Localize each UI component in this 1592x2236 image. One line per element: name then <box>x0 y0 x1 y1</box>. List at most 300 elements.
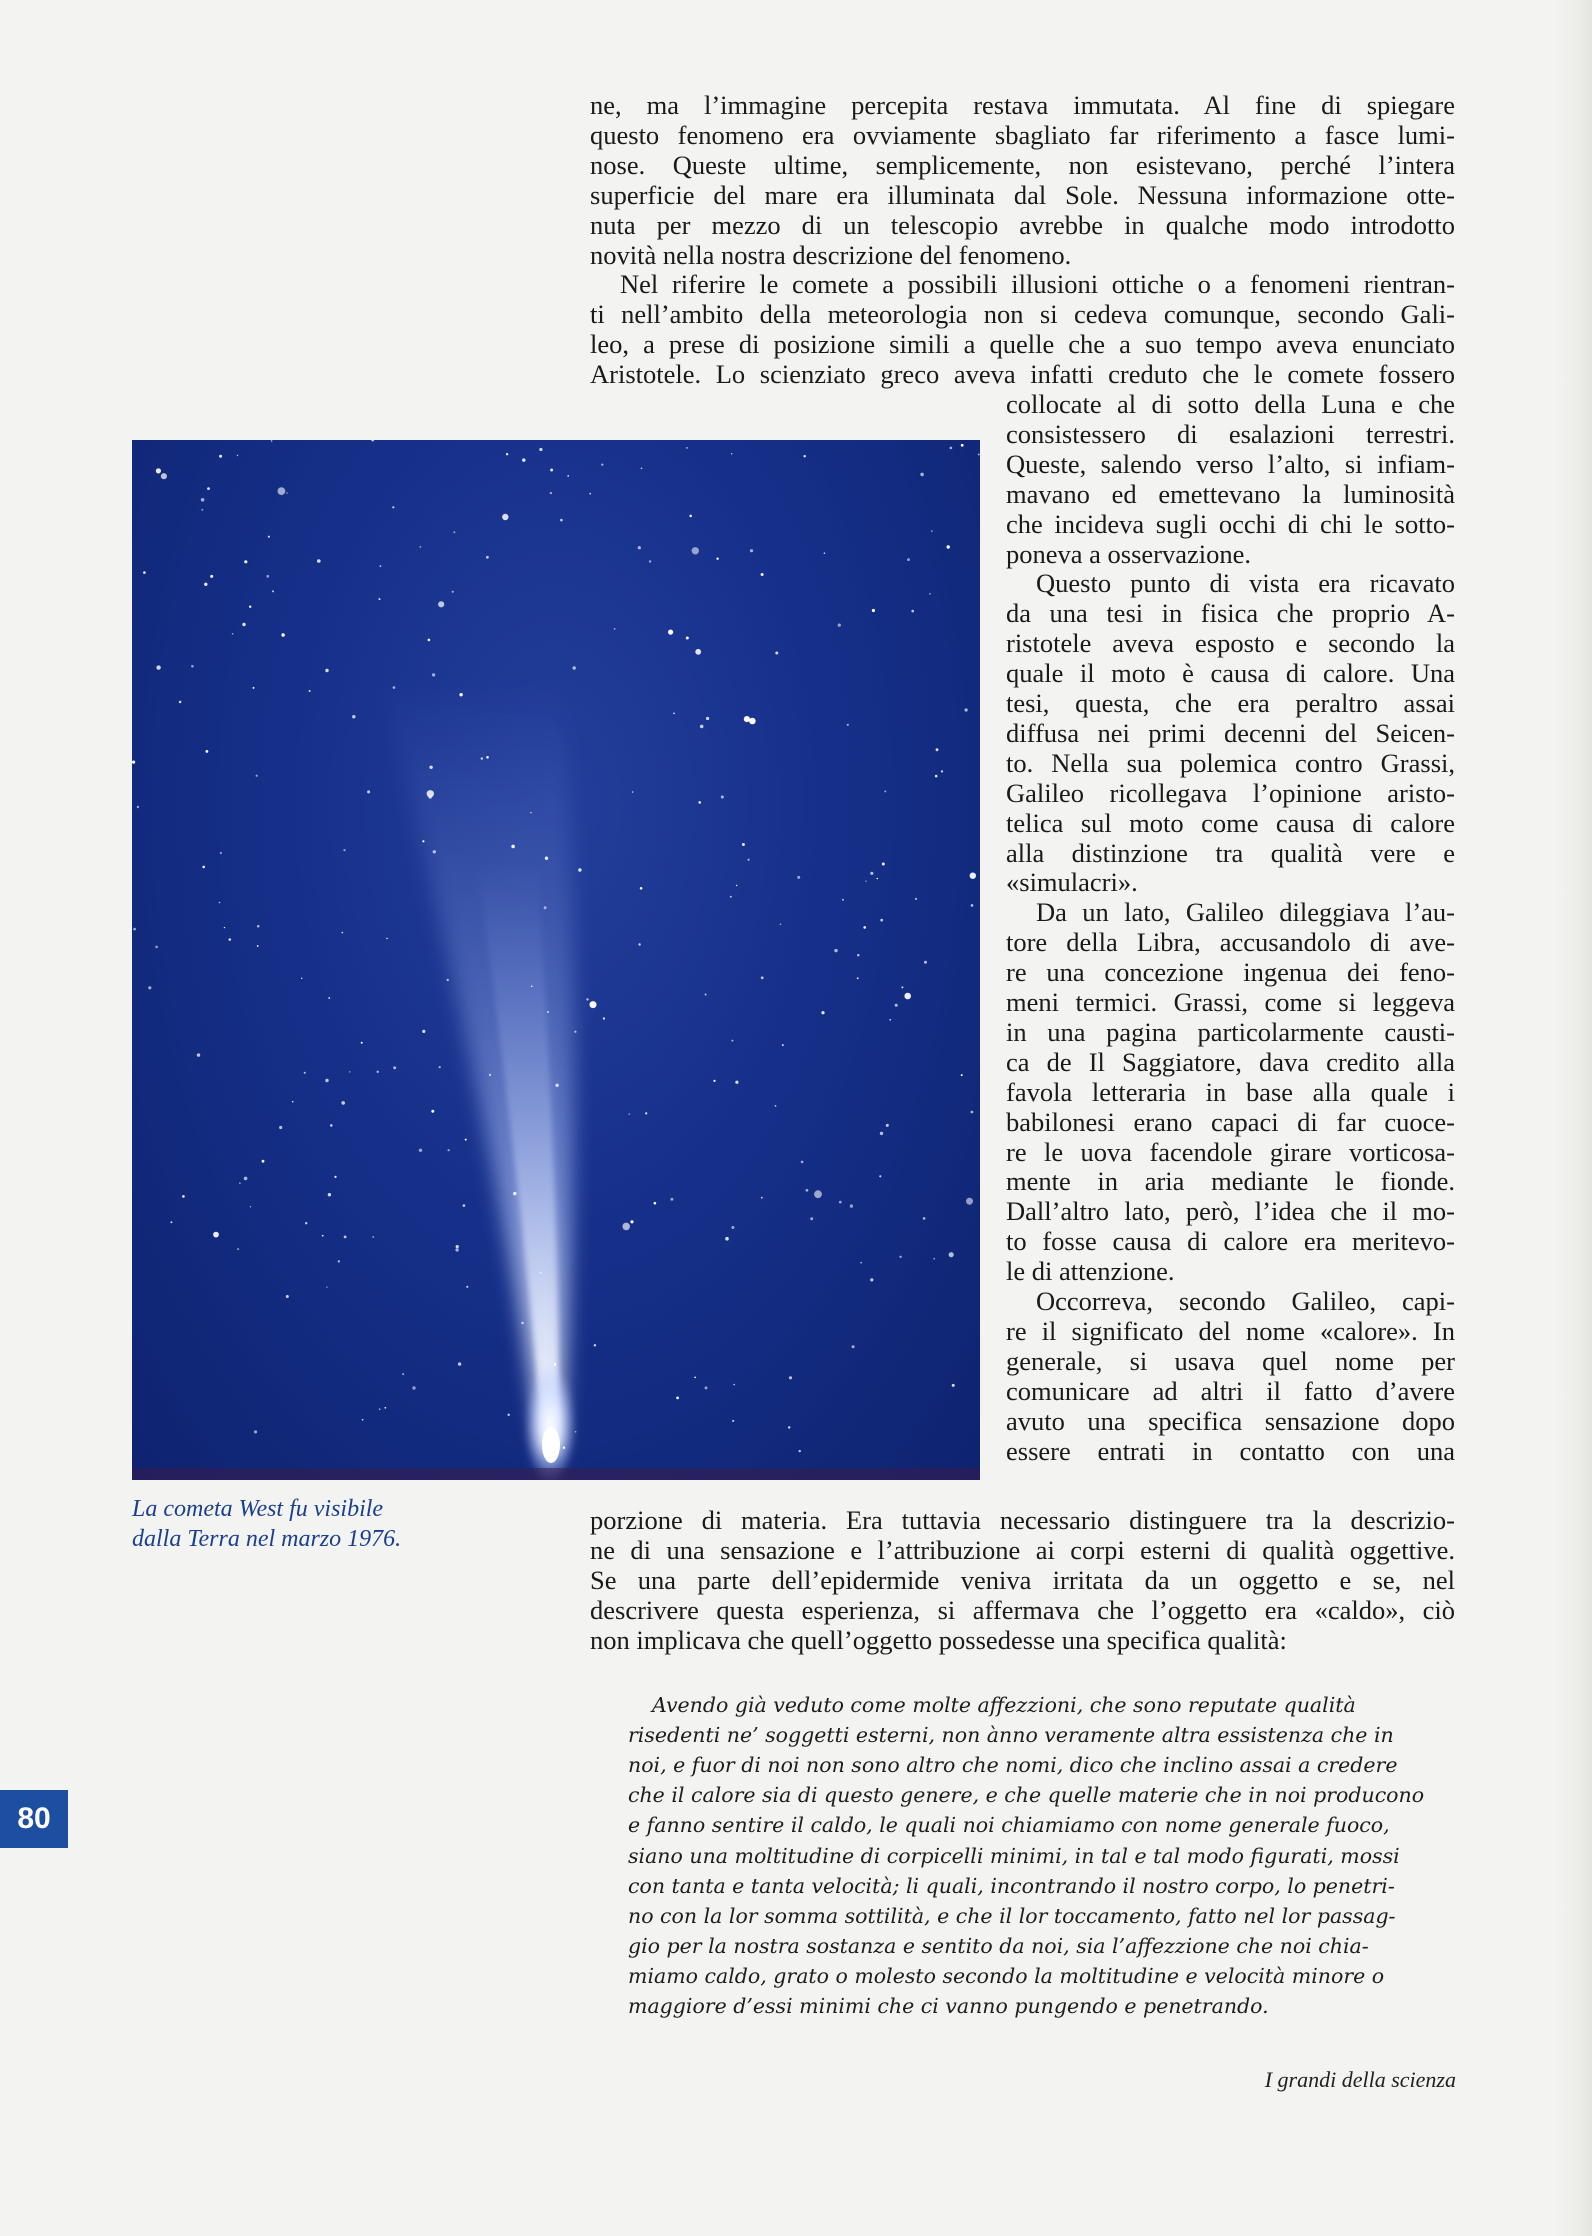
caption-line-1: La cometa West fu visibile <box>132 1496 384 1522</box>
star <box>970 873 976 879</box>
star <box>924 961 927 964</box>
star <box>155 946 158 949</box>
column-text-line: essere entrati in contatto con una <box>1006 1436 1455 1466</box>
star <box>721 796 724 799</box>
star <box>156 468 161 473</box>
star <box>239 1182 240 1183</box>
star <box>775 652 778 655</box>
star <box>614 628 616 630</box>
star <box>877 878 879 880</box>
star <box>801 1161 804 1164</box>
star <box>601 464 603 466</box>
star <box>761 976 764 979</box>
star <box>204 583 207 586</box>
star <box>508 1414 510 1416</box>
star <box>341 1101 345 1105</box>
star <box>550 492 552 494</box>
running-footer: I grandi della scienza <box>1264 2067 1456 2092</box>
star <box>402 1373 404 1375</box>
column-text-line: favola letteraria in base alla quale i <box>1006 1077 1455 1107</box>
star <box>695 649 701 655</box>
comet-tail <box>382 680 573 1450</box>
star <box>429 766 432 769</box>
top-text-line: nose. Queste ultime, semplicemente, non esistevano, perché l’intera <box>590 150 1455 180</box>
star <box>317 559 321 563</box>
star <box>481 757 483 759</box>
star <box>586 998 588 1000</box>
star <box>328 997 330 999</box>
star <box>201 498 205 502</box>
star <box>882 863 885 866</box>
star <box>544 906 547 909</box>
star <box>244 1177 248 1181</box>
star <box>384 1407 386 1409</box>
star <box>744 716 750 722</box>
star <box>978 454 980 456</box>
star <box>567 475 569 477</box>
star <box>330 1124 333 1127</box>
star <box>486 556 489 559</box>
star <box>965 708 968 711</box>
star <box>380 565 382 567</box>
star <box>713 1080 715 1082</box>
star <box>179 701 182 704</box>
star <box>325 1079 328 1082</box>
star <box>511 845 515 849</box>
star <box>638 943 640 945</box>
star <box>670 1198 673 1201</box>
comet-photo <box>132 440 980 1480</box>
star <box>654 1202 657 1205</box>
star <box>915 898 917 900</box>
star <box>220 852 222 854</box>
star <box>137 806 139 808</box>
star <box>857 977 859 979</box>
star <box>742 843 745 846</box>
star <box>309 690 311 692</box>
top-text-line: nuta per mezzo di un telescopio avrebbe in qualche modo introdotto <box>590 210 1455 240</box>
star <box>232 633 234 635</box>
star <box>304 1072 306 1074</box>
star <box>961 444 964 447</box>
star <box>257 925 260 928</box>
star <box>863 926 866 929</box>
star <box>361 1042 363 1044</box>
star <box>732 1420 734 1422</box>
star <box>904 993 911 1000</box>
star <box>575 1431 577 1433</box>
column-text-line: «simulacri». <box>1006 868 1138 898</box>
column-text-line: meni termici. Grassi, come si leggeva <box>1006 988 1455 1017</box>
star <box>237 455 238 456</box>
star <box>865 881 866 882</box>
star <box>563 1447 565 1449</box>
star <box>810 1217 813 1220</box>
star <box>971 904 974 907</box>
star <box>362 1419 364 1421</box>
photo-caption <box>132 1494 552 1554</box>
star <box>506 453 508 455</box>
star <box>197 1053 200 1056</box>
star <box>870 1278 873 1281</box>
star <box>438 601 444 607</box>
bottom-text-line: non implicava che quell’oggetto possedesse una specifica qualità: <box>590 1625 1287 1655</box>
star <box>749 718 756 725</box>
star <box>789 1376 792 1379</box>
star <box>213 1232 219 1238</box>
column-text-line: tore della Libra, accusandolo di ave- <box>1006 928 1455 958</box>
quote-line: miamo caldo, grato o molesto secondo la moltitudine e velocità minore o <box>628 1963 1385 1988</box>
star <box>630 1220 633 1223</box>
star <box>305 1222 307 1224</box>
column-text-line: Da un lato, Galileo dileggiava l’au- <box>1036 898 1455 928</box>
star <box>322 1235 324 1237</box>
top-text-line: ne, ma l’immagine percepita restava immutata. Al fine di spiegare <box>590 91 1455 120</box>
star <box>834 949 837 952</box>
star <box>750 549 753 552</box>
star <box>271 440 273 442</box>
star <box>629 1113 631 1115</box>
star <box>947 545 950 548</box>
star <box>788 1426 790 1428</box>
star <box>775 1105 777 1107</box>
star <box>191 665 194 668</box>
quote-line: con tanta e tanta velocità; li quali, incontrando il nostro corpo, lo penetri- <box>628 1873 1395 1898</box>
star <box>799 1450 801 1452</box>
star <box>780 924 782 926</box>
star <box>814 1190 822 1198</box>
column-text-line: mente in aria mediante le fionde. <box>1006 1167 1455 1197</box>
star <box>367 790 370 793</box>
star <box>949 1252 954 1257</box>
column-text-line: Queste, salendo verso l’alto, si infiam- <box>1006 449 1455 479</box>
star <box>386 938 388 940</box>
star <box>540 1272 542 1274</box>
star <box>292 1101 294 1103</box>
star <box>229 938 232 941</box>
star <box>804 455 806 457</box>
star <box>838 624 841 627</box>
star <box>931 530 933 532</box>
star <box>673 713 675 715</box>
star <box>880 1132 883 1135</box>
star <box>842 899 844 901</box>
star <box>545 857 548 860</box>
column-text-line: Questo punto di vista era ricavato <box>1036 569 1455 599</box>
star <box>522 458 525 461</box>
star <box>555 1084 558 1087</box>
star <box>328 1193 331 1196</box>
caption-line-2: dalla Terra nel marzo 1976. <box>132 1526 402 1552</box>
column-text-line: ristotele aveva esposto e secondo la <box>1006 629 1455 659</box>
star <box>463 1204 466 1207</box>
top-text-line: Aristotele. Lo scienziato greco aveva infatti creduto che le comete fossero <box>590 360 1455 390</box>
star <box>433 850 436 853</box>
star <box>432 673 435 676</box>
star <box>694 1377 696 1379</box>
star <box>676 1397 679 1400</box>
column-text-line: da una tesi in fisica che proprio A- <box>1006 599 1455 629</box>
column-text-line: consistessero di esalazioni terrestri. <box>1006 419 1455 449</box>
star <box>731 1040 733 1042</box>
star <box>412 1386 415 1389</box>
star <box>901 986 903 988</box>
star <box>933 1258 935 1260</box>
column-text-line: diffusa nei primi decenni del Seicen- <box>1006 718 1455 748</box>
top-text-line: superficie del mare era illuminata dal Sole. Nessuna informazione otte- <box>590 180 1455 210</box>
quote-line: e fanno sentire il caldo, le quali noi chiamiamo con nome generale fuoco, <box>628 1813 1390 1838</box>
top-text-line: Nel riferire le comete a possibili illusioni ottiche o a fenomeni rientran- <box>620 270 1455 300</box>
star <box>170 1221 172 1223</box>
star <box>578 868 581 871</box>
star <box>513 1192 516 1195</box>
quote-line: risedenti ne’ soggetti esterni, non ànno veramente altra essistenza che in <box>628 1723 1394 1748</box>
star <box>941 770 943 772</box>
bottom-text-line: descrivere questa esperienza, si affermava che l’oggetto era «caldo», ciò <box>590 1595 1455 1625</box>
star <box>352 715 355 718</box>
star <box>531 986 533 988</box>
bottom-text-line: porzione di materia. Era tuttavia necessario distinguere tra la descrizio- <box>590 1506 1455 1535</box>
star <box>242 623 245 626</box>
star <box>886 1124 889 1127</box>
top-text-line: novità nella nostra descrizione del fenomeno. <box>590 240 1072 270</box>
star <box>705 1386 708 1389</box>
column-text-line: quale il moto è causa di calore. Una <box>1006 659 1455 689</box>
star <box>966 1198 973 1205</box>
column-text-line: mavano ed emettevano la luminosità <box>1006 479 1455 509</box>
star <box>338 1260 340 1262</box>
star <box>156 665 160 669</box>
column-text-line: re una concezione ingenua dei feno- <box>1006 958 1455 988</box>
column-text-line: to. Nella sua polemica contro Grassi, <box>1006 748 1455 778</box>
star <box>371 440 374 442</box>
star <box>419 1149 422 1152</box>
star <box>603 1017 605 1019</box>
star <box>824 552 826 554</box>
column-text-line: to fosse causa di calore era meritevo- <box>1006 1227 1455 1257</box>
star <box>638 546 641 549</box>
star <box>554 1363 556 1365</box>
star <box>821 1011 824 1014</box>
star <box>268 536 270 538</box>
star <box>343 849 345 851</box>
star <box>326 1287 327 1288</box>
star <box>700 725 704 729</box>
star <box>455 1248 458 1251</box>
column-text-line: avuto una specifica sensazione dopo <box>1006 1406 1455 1436</box>
column-text-line: re il significato del nome «calore». In <box>1006 1316 1455 1346</box>
column-text-line: Occorreva, secondo Galileo, capi- <box>1036 1287 1455 1316</box>
star <box>207 487 210 490</box>
column-text-line: babilonesi erano capaci di far cuoce- <box>1006 1107 1455 1137</box>
star <box>872 609 875 612</box>
star <box>645 1112 647 1114</box>
star <box>278 487 286 495</box>
star <box>447 979 449 981</box>
star <box>782 1044 784 1046</box>
star <box>698 801 701 804</box>
column-text-line: re le uova facendole girare vorticosa- <box>1006 1137 1455 1167</box>
quote-line: no con la lor somma sottilità, e che il lor toccamento, fatto nel lor passag- <box>628 1903 1396 1928</box>
star <box>950 447 953 450</box>
quote-line: Avendo già veduto come molte affezzioni, che sono reputate qualità <box>652 1693 1356 1717</box>
star <box>465 1139 467 1141</box>
star <box>911 610 914 613</box>
star <box>244 560 247 563</box>
star <box>879 1175 881 1177</box>
star <box>143 571 146 574</box>
star <box>907 558 910 561</box>
star <box>201 509 203 511</box>
star <box>262 1160 265 1163</box>
star <box>453 531 455 533</box>
star <box>393 1066 396 1069</box>
column-text-line: alla distinzione tra qualità vere e <box>1006 838 1455 868</box>
star <box>489 1074 491 1076</box>
star <box>202 866 205 869</box>
star <box>686 447 688 449</box>
star <box>422 840 424 842</box>
star <box>857 954 859 956</box>
star <box>161 473 167 479</box>
star <box>132 761 135 764</box>
star <box>594 1344 596 1346</box>
star <box>456 1245 459 1248</box>
star <box>797 876 800 879</box>
star <box>686 637 689 640</box>
top-text-line: ti nell’ambito della meteorologia non si cedeva comunque, secondo Gali- <box>590 300 1455 330</box>
star <box>590 1001 597 1008</box>
star <box>560 519 563 522</box>
star <box>419 546 421 548</box>
star <box>254 1430 257 1433</box>
page-edge <box>1556 0 1592 2236</box>
column-text-line: in una pagina particolarmente causti- <box>1006 1017 1455 1047</box>
column-text-line: tesi, questa, che era peraltro assai <box>1006 689 1455 718</box>
star <box>735 1081 738 1084</box>
comet-west-image <box>132 440 980 1480</box>
star <box>342 932 344 934</box>
page-number-badge: 80 <box>0 1790 68 1848</box>
star <box>539 448 542 451</box>
star <box>952 1384 955 1387</box>
star <box>731 1226 734 1229</box>
star <box>459 693 462 696</box>
star <box>272 590 274 592</box>
star <box>219 455 222 458</box>
star <box>961 1074 963 1076</box>
column-text-line: poneva a osservazione. <box>1006 539 1252 569</box>
bottom-text-line: Se una parte dell’epidermide veniva irritata da un oggetto e se, nel <box>590 1565 1455 1595</box>
star <box>452 591 454 593</box>
star <box>427 790 434 797</box>
star <box>334 1176 336 1178</box>
star <box>325 669 328 672</box>
star <box>733 1384 735 1386</box>
column-text-line: che incideva sugli occhi di chi le sotto- <box>1006 509 1455 539</box>
star <box>133 928 136 931</box>
star <box>182 1195 185 1198</box>
star <box>870 872 873 875</box>
star <box>301 978 302 979</box>
star <box>632 791 634 793</box>
star <box>705 994 707 996</box>
star <box>748 859 750 861</box>
star <box>530 812 532 814</box>
star <box>224 927 225 928</box>
star <box>377 1071 379 1073</box>
column-text-line: ca de Il Saggiatore, dava credito alla <box>1006 1047 1455 1077</box>
star <box>761 573 764 576</box>
star <box>860 1262 861 1263</box>
star <box>884 790 886 792</box>
star <box>839 1201 842 1204</box>
star <box>279 1126 282 1129</box>
star <box>502 514 508 520</box>
star <box>923 1217 926 1220</box>
star <box>852 1345 855 1348</box>
star <box>899 1256 901 1258</box>
top-text-line: questo fenomeno era ovviamente sbagliato far riferimento a fasce lumi- <box>590 120 1455 150</box>
star <box>929 593 931 595</box>
star <box>372 1236 374 1238</box>
star <box>706 717 709 720</box>
star <box>486 756 489 759</box>
column-text-line: Dall’altro lato, però, l’idea che il mo- <box>1006 1197 1455 1227</box>
star <box>379 1408 381 1410</box>
star <box>206 750 209 753</box>
star <box>847 724 849 726</box>
star <box>889 1019 891 1021</box>
star <box>448 1149 450 1151</box>
top-text-line: leo, a prese di posizione simili a quelle che a suo tempo aveva enunciato <box>590 330 1455 360</box>
star <box>730 896 732 898</box>
star <box>281 633 284 636</box>
star <box>466 1286 468 1288</box>
star <box>649 560 651 562</box>
star <box>716 558 718 560</box>
star <box>641 468 643 470</box>
star <box>550 469 553 472</box>
star <box>286 492 288 494</box>
star <box>589 493 591 495</box>
star <box>573 666 576 669</box>
star <box>736 885 737 886</box>
star <box>880 919 883 922</box>
star <box>256 775 258 777</box>
star <box>249 606 251 608</box>
star <box>692 547 699 554</box>
star <box>439 1066 441 1068</box>
star <box>253 687 255 689</box>
star <box>895 1004 898 1007</box>
star <box>668 630 673 635</box>
star <box>458 1362 461 1365</box>
quote-line: noi, e fuor di noi non sono altro che nomi, dico che inclino assai a credere <box>628 1753 1398 1778</box>
star <box>547 1011 549 1013</box>
star <box>761 1197 763 1199</box>
column-text-line: generale, si usava quel nome per <box>1006 1346 1455 1376</box>
star <box>850 1204 853 1207</box>
star <box>286 1295 289 1298</box>
quote-line: che il calore sia di questo genere, e che quelle materie che in noi producono <box>628 1783 1425 1808</box>
star <box>344 1236 347 1239</box>
star <box>392 506 394 508</box>
star <box>689 515 692 518</box>
star <box>521 1322 523 1324</box>
star <box>210 575 213 578</box>
star <box>935 775 938 778</box>
